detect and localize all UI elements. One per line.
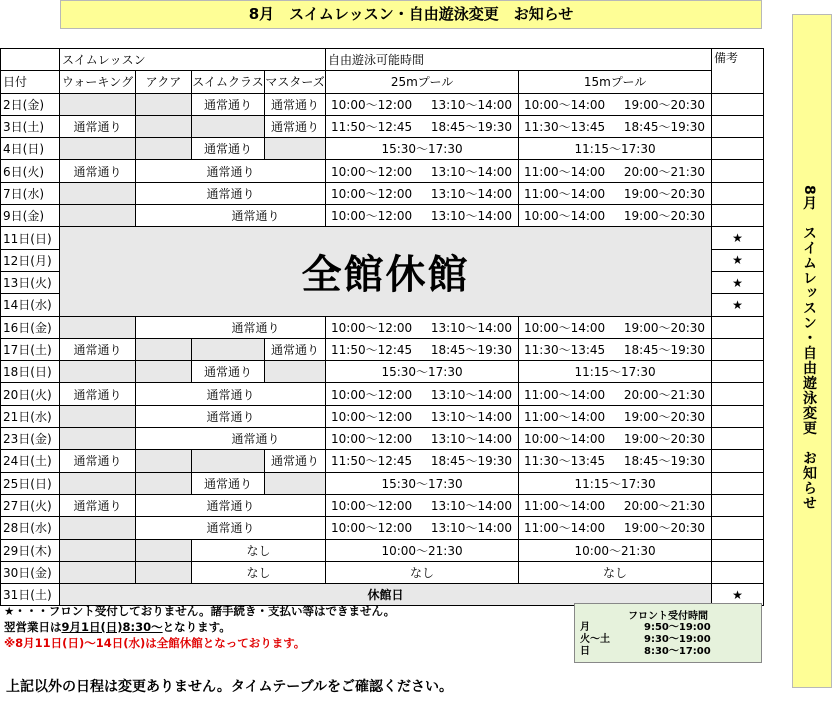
pool25-cell: 10:00～12:00 13:10～14:00 [326, 383, 519, 405]
star-mark: ★ [712, 249, 764, 271]
header-row-1 [1, 49, 764, 71]
row-date: 20日(火) [1, 383, 60, 405]
pool15-cell: 11:15～17:30 [519, 138, 712, 160]
table-row [1, 405, 764, 427]
pool15-cell: 11:00～14:00 20:00～21:30 [519, 494, 712, 516]
pool15-cell: 11:30～13:45 18:45～19:30 [519, 338, 712, 360]
pool25-cell: 10:00～12:00 13:10～14:00 [326, 316, 519, 338]
lesson-cell: なし [192, 539, 326, 561]
lesson-cell: なし [192, 561, 326, 583]
star-mark: ★ [712, 227, 764, 249]
table-row [1, 93, 764, 115]
closed-banner: 全館休館 [60, 227, 712, 316]
row-date: 23日(金) [1, 428, 60, 450]
lesson-cell: 通常通り [60, 450, 136, 472]
next-business-day: 9月1日(日)8:30～ [61, 620, 163, 634]
pool15-cell: 11:00～14:00 19:00～20:30 [519, 405, 712, 427]
star-mark: ★ [712, 294, 764, 316]
front-desk-row: 月 9:50～19:00 [580, 622, 711, 633]
lesson-cell: 通常通り [192, 138, 265, 160]
row-date: 16日(金) [1, 316, 60, 338]
header-walking: ウォーキング [60, 71, 136, 93]
table-row [1, 182, 764, 204]
table-row [1, 227, 764, 249]
pool25-cell: 10:00～12:00 13:10～14:00 [326, 494, 519, 516]
table-row [1, 160, 764, 182]
pool25-cell: 10:00～12:00 13:10～14:00 [326, 160, 519, 182]
lesson-cell: 通常通り [136, 316, 326, 338]
closed-day-cell: 休館日 [60, 584, 712, 606]
table-row [1, 494, 764, 516]
lesson-cell: 通常通り [192, 93, 265, 115]
note-line-3: ※8月11日(日)～14日(水)は全館休館となっております。 [4, 636, 306, 650]
row-date: 21日(水) [1, 405, 60, 427]
lesson-cell: 通常通り [60, 383, 136, 405]
note-line-1: ★・・・フロント受付しておりません。諸手続き・支払い等はできません。 [4, 604, 396, 618]
pool25-cell: 10:00～12:00 13:10～14:00 [326, 93, 519, 115]
row-date: 3日(土) [1, 115, 60, 137]
lesson-cell: 通常通り [192, 361, 265, 383]
lesson-cell: 通常通り [60, 338, 136, 360]
lesson-cell: 通常通り [136, 494, 326, 516]
side-banner-text: 8月 スイムレッスン・自由遊泳変更 お知らせ [801, 185, 817, 511]
pool25-cell: 10:00～12:00 13:10～14:00 [326, 517, 519, 539]
pool15-cell: 11:00～14:00 19:00～20:30 [519, 182, 712, 204]
table-row [1, 115, 764, 137]
header-date: 日付 [1, 71, 60, 93]
table-row [1, 316, 764, 338]
lesson-cell: 通常通り [60, 115, 136, 137]
table-row [1, 205, 764, 227]
row-date: 14日(水) [1, 294, 60, 316]
lesson-cell: 通常通り [60, 160, 136, 182]
row-date: 25日(日) [1, 472, 60, 494]
page-title: 8月 スイムレッスン・自由遊泳変更 お知らせ [60, 0, 762, 29]
pool15-cell: 10:00～14:00 19:00～20:30 [519, 93, 712, 115]
header-swim-class: スイムクラス [192, 71, 265, 93]
pool15-cell: 10:00～14:00 19:00～20:30 [519, 428, 712, 450]
pool15-cell: 11:15～17:30 [519, 361, 712, 383]
footer-note: 上記以外の日程は変更ありません。タイムテーブルをご確認ください。 [6, 679, 454, 695]
pool25-cell: 10:00～12:00 13:10～14:00 [326, 428, 519, 450]
pool15-cell: 11:30～13:45 18:45～19:30 [519, 450, 712, 472]
pool15-cell: 10:00～14:00 19:00～20:30 [519, 316, 712, 338]
lesson-cell: 通常通り [265, 93, 326, 115]
row-date: 6日(火) [1, 160, 60, 182]
front-desk-row: 火～土 9:30～19:00 [580, 634, 711, 645]
pool25-cell: 15:30～17:30 [326, 361, 519, 383]
lesson-cell: 通常通り [136, 160, 326, 182]
pool15-cell: なし [519, 561, 712, 583]
front-desk-hours-box [574, 603, 762, 663]
pool25-cell: 10:00～21:30 [326, 539, 519, 561]
front-desk-row: 日 8:30～17:00 [580, 646, 711, 657]
pool15-cell: 11:00～14:00 20:00～21:30 [519, 160, 712, 182]
table-row [1, 338, 764, 360]
header-pool25: 25mプール [326, 71, 519, 93]
row-date: 24日(土) [1, 450, 60, 472]
row-date: 18日(日) [1, 361, 60, 383]
row-date: 29日(木) [1, 539, 60, 561]
pool15-cell: 10:00～21:30 [519, 539, 712, 561]
pool15-cell: 11:30～13:45 18:45～19:30 [519, 115, 712, 137]
table-row [1, 472, 764, 494]
row-date: 28日(水) [1, 517, 60, 539]
pool25-cell: 15:30～17:30 [326, 472, 519, 494]
row-date: 11日(日) [1, 227, 60, 249]
row-date: 30日(金) [1, 561, 60, 583]
lesson-cell: 通常通り [265, 450, 326, 472]
row-date: 4日(日) [1, 138, 60, 160]
header-lesson-group: スイムレッスン [60, 49, 326, 71]
header-pool15: 15mプール [519, 71, 712, 93]
star-mark: ★ [712, 584, 764, 606]
row-date: 17日(土) [1, 338, 60, 360]
row-date: 13日(火) [1, 271, 60, 293]
pool25-cell: 10:00～12:00 13:10～14:00 [326, 205, 519, 227]
front-desk-title: フロント受付時間 [628, 611, 708, 622]
row-date: 7日(水) [1, 182, 60, 204]
lesson-cell: 通常通り [136, 405, 326, 427]
row-date: 2日(金) [1, 93, 60, 115]
pool15-cell: 11:00～14:00 19:00～20:30 [519, 517, 712, 539]
header-remarks: 備考 [712, 49, 764, 94]
table-row [1, 138, 764, 160]
row-date: 31日(土) [1, 584, 60, 606]
table-row [1, 383, 764, 405]
lesson-cell: 通常通り [136, 517, 326, 539]
pool25-cell: なし [326, 561, 519, 583]
pool25-cell: 10:00～12:00 13:10～14:00 [326, 182, 519, 204]
lesson-cell: 通常通り [136, 205, 326, 227]
lesson-cell: 通常通り [136, 383, 326, 405]
table-row [1, 428, 764, 450]
star-mark: ★ [712, 271, 764, 293]
notes-block [4, 603, 395, 651]
pool15-cell: 11:00～14:00 20:00～21:30 [519, 383, 712, 405]
lesson-cell: 通常通り [136, 428, 326, 450]
lesson-cell: 通常通り [265, 338, 326, 360]
header-row-2 [1, 71, 764, 93]
row-date: 27日(火) [1, 494, 60, 516]
pool25-cell: 11:50～12:45 18:45～19:30 [326, 115, 519, 137]
note-line-2: 翌営業日は9月1日(日)8:30～となります。 [4, 620, 231, 634]
pool25-cell: 15:30～17:30 [326, 138, 519, 160]
pool15-cell: 10:00～14:00 19:00～20:30 [519, 205, 712, 227]
table-row [1, 539, 764, 561]
header-aqua: アクア [136, 71, 192, 93]
header-free-swim: 自由遊泳可能時間 [326, 49, 712, 71]
pool15-cell: 11:15～17:30 [519, 472, 712, 494]
pool25-cell: 11:50～12:45 18:45～19:30 [326, 338, 519, 360]
lesson-cell: 通常通り [60, 494, 136, 516]
lesson-cell: 通常通り [192, 472, 265, 494]
table-row [1, 450, 764, 472]
row-date: 9日(金) [1, 205, 60, 227]
lesson-cell: 通常通り [136, 182, 326, 204]
table-row [1, 361, 764, 383]
header-masters: マスターズ [265, 71, 326, 93]
row-date: 12日(月) [1, 249, 60, 271]
pool25-cell: 11:50～12:45 18:45～19:30 [326, 450, 519, 472]
side-banner [792, 14, 832, 688]
schedule-table [0, 48, 764, 606]
table-row [1, 561, 764, 583]
pool25-cell: 10:00～12:00 13:10～14:00 [326, 405, 519, 427]
lesson-cell: 通常通り [265, 115, 326, 137]
table-row [1, 517, 764, 539]
